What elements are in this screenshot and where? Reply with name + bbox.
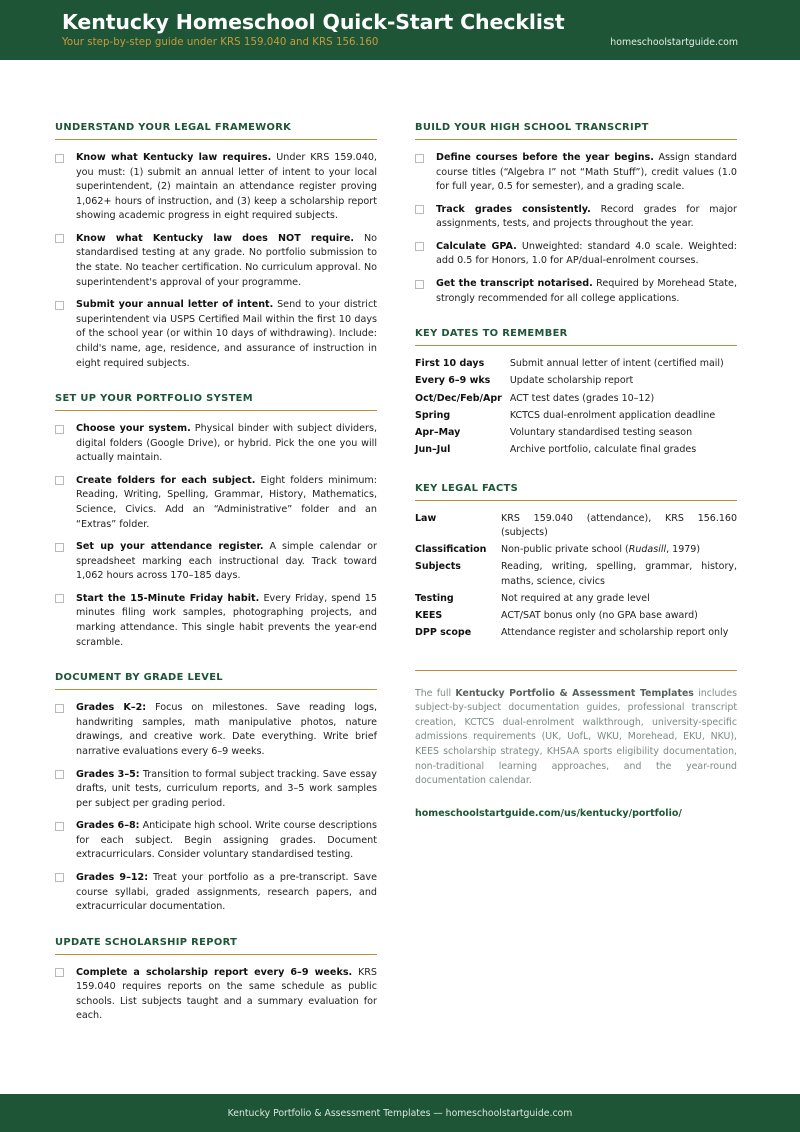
- promo-link[interactable]: homeschoolstartguide.com/us/kentucky/portfolio/: [415, 807, 682, 819]
- section-update-scholarship-report: [55, 937, 377, 1024]
- section-heading: BUILD YOUR HIGH SCHOOL TRANSCRIPT: [415, 122, 649, 133]
- section-divider: [415, 345, 737, 346]
- header-text-group: [62, 9, 565, 49]
- checklist-item-body: Physical binder with subject dividers, digital folders (Google Drive), or hybrid. Pick the one you will actually maintain.: [76, 423, 377, 464]
- section-set-up-your-portfolio-system: [55, 393, 377, 650]
- checklist-item[interactable]: [415, 203, 737, 232]
- table-row: [415, 426, 737, 443]
- checklist-item[interactable]: [55, 422, 377, 466]
- checkbox-icon[interactable]: [55, 704, 64, 713]
- checklist: [55, 966, 377, 1024]
- row-label: Law: [415, 512, 437, 524]
- section-key-legal-facts: [415, 483, 737, 644]
- section-divider: [55, 139, 377, 140]
- content-area: [0, 60, 800, 1094]
- row-label: Every 6–9 wks: [415, 375, 491, 387]
- checklist-item-body: Transition to formal subject tracking. Save essay drafts, unit tests, curriculum reports, and 3–5 work samples per subject per grading period.: [76, 768, 377, 809]
- checklist-item-body: Focus on milestones. Save reading logs, handwriting samples, math manipulative photos, nature drawings, and creative work. Date everything. Write brief narrative evaluations every 6–9 weeks.: [76, 702, 377, 757]
- checklist-item-lead: Calculate GPA.: [436, 240, 517, 252]
- section-heading: SET UP YOUR PORTFOLIO SYSTEM: [55, 393, 253, 405]
- page-footer: [0, 1094, 800, 1132]
- checklist-item[interactable]: [55, 966, 377, 1024]
- checkbox-icon[interactable]: [55, 234, 64, 243]
- row-value: ACT test dates (grades 10–12): [509, 392, 655, 404]
- table-row: [415, 409, 737, 426]
- section-divider: [415, 500, 737, 501]
- row-label: Apr–May: [415, 427, 461, 439]
- section-divider: [55, 689, 377, 690]
- checklist-item-lead: Complete a scholarship report every 6–9 weeks.: [76, 966, 353, 978]
- checklist-item-lead: Get the transcript notarised.: [436, 278, 593, 290]
- row-value: Attendance register and scholarship report only: [501, 627, 729, 639]
- checklist-item-lead: Create folders for each subject.: [76, 474, 256, 486]
- checklist-item-lead: Start the 15-Minute Friday habit.: [76, 592, 260, 604]
- checkbox-icon[interactable]: [55, 543, 64, 552]
- footer-text: Kentucky Portfolio & Assessment Templates — homeschoolstartguide.com: [227, 1107, 573, 1119]
- checklist-item-body: Eight folders minimum: Reading, Writing, Spelling, Grammar, History, Mathematics, Science, Civics. Add an “Administrative” folder and an “Extras” folder.: [76, 474, 377, 530]
- page-subtitle: Your step-by-step guide under KRS 159.040 and KRS 156.160: [62, 37, 379, 49]
- checkbox-icon[interactable]: [55, 873, 64, 882]
- checkbox-icon[interactable]: [55, 425, 64, 434]
- checklist-item[interactable]: [55, 151, 377, 224]
- checklist-item[interactable]: [415, 151, 737, 195]
- checklist-item-lead: Grades K–2:: [76, 702, 147, 714]
- row-label: Oct/Dec/Feb/Apr: [415, 392, 502, 404]
- checklist-item[interactable]: [55, 540, 377, 584]
- checklist-item[interactable]: [55, 592, 377, 650]
- section-divider: [415, 139, 737, 140]
- row-value: Archive portfolio, calculate final grades: [509, 444, 697, 456]
- checkbox-icon[interactable]: [415, 205, 424, 214]
- row-value: Reading, writing, spelling, grammar, history, maths, science, civics: [501, 561, 737, 587]
- checklist-item-body: Unweighted: standard 4.0 scale. Weighted: add 0.5 for Honors, 1.0 for AP/dual-enrolment courses.: [436, 240, 737, 267]
- checklist-item-body: Required by Morehead State, strongly recommended for all college applications.: [436, 278, 737, 304]
- row-value: Non-public private school (Rudasill, 1979): [501, 544, 701, 556]
- section-heading: DOCUMENT BY GRADE LEVEL: [55, 672, 223, 684]
- table-row: [415, 443, 737, 460]
- table-row: [415, 512, 737, 544]
- section-understand-your-legal-framework: [55, 122, 377, 371]
- section-heading: KEY LEGAL FACTS: [415, 482, 519, 494]
- row-label: Classification: [415, 544, 487, 556]
- checklist: [55, 701, 377, 915]
- section-key-dates: [415, 328, 737, 461]
- checklist-item-lead: Submit your annual letter of intent.: [76, 299, 274, 311]
- section-divider: [55, 954, 377, 955]
- checkbox-icon[interactable]: [55, 594, 64, 603]
- page-title: Kentucky Homeschool Quick-Start Checklist: [62, 9, 565, 34]
- page-header: [0, 0, 800, 60]
- checklist-item-body: Every Friday, spend 15 minutes filing work samples, photographing projects, and marking attendance. This single habit prevents the year-end scramble.: [76, 592, 377, 648]
- checkbox-icon[interactable]: [415, 154, 424, 163]
- checklist-item-lead: Grades 9–12:: [76, 871, 149, 883]
- checklist-item[interactable]: [415, 240, 737, 269]
- checkbox-icon[interactable]: [55, 476, 64, 485]
- checklist-item-lead: Track grades consistently.: [436, 203, 591, 215]
- promo-divider: [415, 670, 737, 671]
- table-row: [415, 626, 737, 643]
- row-value: ACT/SAT bonus only (no GPA base award): [501, 610, 698, 622]
- left-column: [55, 122, 377, 1094]
- key-legal-facts-table: [415, 512, 737, 644]
- table-row: [415, 392, 737, 409]
- checklist-item-lead: Define courses before the year begins.: [436, 152, 654, 163]
- checklist-item-body: Under KRS 159.040, you must: (1) submit an annual letter of intent to your local superintendent, (2) maintain an attendance register proving 1,062+ hours of instruction, and (3) keep a scholarship report showing academic progress in eight required subjects.: [76, 152, 377, 222]
- checklist-item[interactable]: [55, 768, 377, 812]
- checklist-item-lead: Set up your attendance register.: [76, 541, 264, 553]
- checklist-item[interactable]: [55, 701, 377, 759]
- row-value: Submit annual letter of intent (certified mail): [509, 358, 724, 370]
- checklist-item[interactable]: [55, 232, 377, 290]
- checklist: [55, 422, 377, 650]
- row-label: Jun–Jul: [415, 444, 451, 456]
- checkbox-icon[interactable]: [55, 822, 64, 831]
- checkbox-icon[interactable]: [55, 770, 64, 779]
- promo-paragraph: The full Kentucky Portfolio & Assessment Templates includes subject-by-subject documentation guides, professional transcript creation, KCTCS dual-enrolment walkthrough, university-specific admissions requirements (UK, UofL, WKU, Morehead, EKU, NKU), KEES scholarship strategy, KHSAA sports eligibility documentation, non-traditional learning approaches, and the year-round documentation calendar.: [415, 687, 737, 787]
- row-value: Voluntary standardised testing season: [509, 427, 693, 439]
- checklist-item-body: Record grades for major assignments, tests, and projects throughout the year.: [436, 203, 737, 230]
- checkbox-icon[interactable]: [55, 301, 64, 310]
- checklist-item-body: No standardised testing at any grade. No portfolio submission to the state. No teacher certification. No curriculum approval. No superintendent's approval of your programme.: [76, 232, 377, 288]
- row-value: Not required at any grade level: [501, 592, 650, 604]
- checklist-build-transcript: [415, 151, 737, 306]
- checklist-item-body: Treat your portfolio as a pre-transcript. Save course syllabi, graded assignments, research papers, and extracurricular documentation.: [76, 871, 377, 913]
- checklist-item-body: Assign standard course titles (“Algebra I” not “Math Stuff”), credit values (1.0 for full year, 0.5 for semester), and a grading scale.: [436, 152, 737, 193]
- row-label: KEES: [415, 610, 443, 622]
- section-build-transcript: [415, 122, 737, 306]
- checklist-item-lead: Grades 3–5:: [76, 768, 140, 780]
- case-citation: Rudasill: [628, 544, 667, 556]
- checklist-item-lead: Grades 6–8:: [76, 820, 140, 832]
- row-value: KRS 159.040 (attendance), KRS 156.160 (subjects): [501, 512, 737, 538]
- checkbox-icon[interactable]: [55, 968, 64, 977]
- checklist-item-body: Send to your district superintendent via USPS Certified Mail within the first 10 days of the school year (or within 10 days of withdrawing). Include: child's name, age, residence, and assurance of instruction in eight required subjects.: [76, 299, 377, 369]
- section-heading: UNDERSTAND YOUR LEGAL FRAMEWORK: [55, 122, 292, 133]
- checkbox-icon[interactable]: [55, 154, 64, 163]
- checklist-item-lead: Know what Kentucky law requires.: [76, 152, 272, 163]
- table-row: [415, 560, 737, 592]
- row-value: Update scholarship report: [509, 375, 634, 387]
- row-label: Testing: [415, 592, 454, 604]
- section-divider: [55, 410, 377, 411]
- section-document-by-grade-level: [55, 672, 377, 915]
- checklist-item-body: A simple calendar or spreadsheet marking each instructional day. Track toward 1,062 hours across 170–185 days.: [76, 541, 377, 582]
- checklist-item[interactable]: [415, 277, 737, 306]
- table-row: [415, 609, 737, 626]
- row-label: DPP scope: [415, 627, 472, 639]
- checklist-item[interactable]: [55, 298, 377, 371]
- checklist-item[interactable]: [55, 819, 377, 863]
- section-heading: KEY DATES TO REMEMBER: [415, 328, 568, 340]
- checklist-item-body: Anticipate high school. Write course descriptions for each subject. Begin assigning grades. Document extracurriculars. Consider voluntary standardised testing.: [76, 820, 377, 861]
- row-label: First 10 days: [415, 358, 485, 370]
- key-dates-table: [415, 357, 737, 461]
- checklist-item[interactable]: [55, 871, 377, 915]
- section-heading: UPDATE SCHOLARSHIP REPORT: [55, 936, 238, 948]
- checklist-item-body: KRS 159.040 requires reports on the same schedule as public schools. List subjects taught and a summary evaluation for each.: [76, 966, 377, 1022]
- right-column: [415, 122, 737, 1094]
- row-label: Subjects: [415, 561, 461, 573]
- checklist-item-lead: Choose your system.: [76, 423, 191, 435]
- header-site-url: homeschoolstartguide.com: [610, 37, 738, 48]
- checkbox-icon[interactable]: [415, 242, 424, 251]
- checklist-item-lead: Know what Kentucky law does NOT require.: [76, 232, 355, 244]
- checklist: [55, 151, 377, 371]
- promo-product-name: Kentucky Portfolio & Assessment Templates: [455, 687, 694, 699]
- table-row: [415, 374, 737, 391]
- checklist-item[interactable]: [55, 474, 377, 532]
- checkbox-icon[interactable]: [415, 280, 424, 289]
- table-row: [415, 592, 737, 609]
- row-value: KCTCS dual-enrolment application deadline: [509, 409, 716, 421]
- row-label: Spring: [415, 409, 451, 421]
- table-row: [415, 357, 737, 374]
- table-row: [415, 543, 737, 560]
